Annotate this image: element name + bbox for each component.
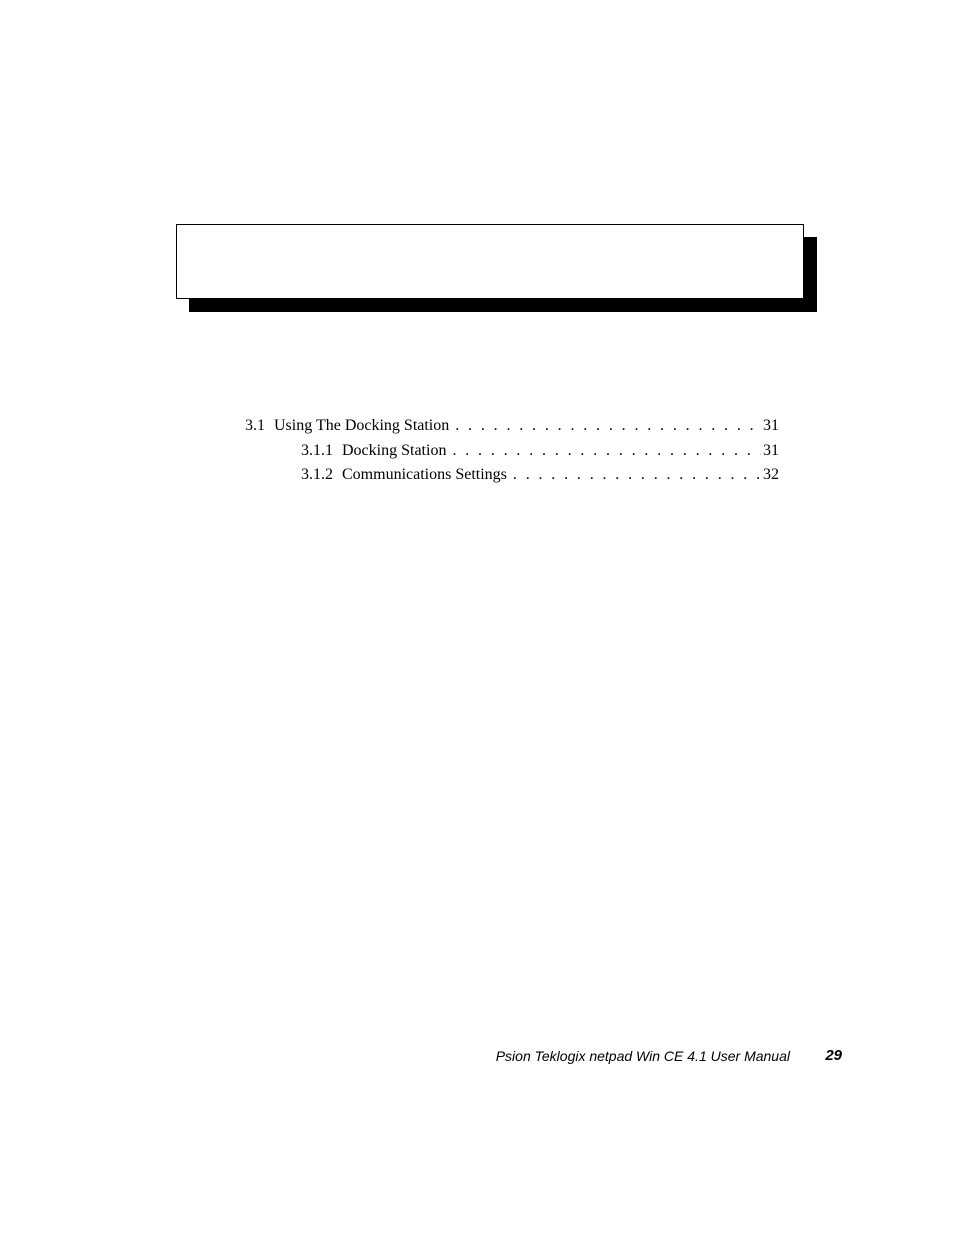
toc-entry-title: Docking Station bbox=[342, 442, 447, 459]
toc-dot-leader bbox=[513, 463, 761, 487]
toc-entry-number: 3.1.2 bbox=[301, 466, 333, 483]
toc-entry-number: 3.1 bbox=[245, 417, 265, 434]
toc-entry-page: 32 bbox=[763, 466, 779, 483]
toc-entry[interactable] bbox=[245, 463, 779, 487]
footer-page-number: 29 bbox=[825, 1047, 842, 1064]
toc-entry[interactable] bbox=[245, 439, 779, 463]
toc-dot-leader bbox=[452, 439, 761, 463]
toc-entry-title: Communications Settings bbox=[342, 466, 507, 483]
toc-entry-page: 31 bbox=[763, 442, 779, 459]
toc-entry[interactable] bbox=[245, 414, 779, 439]
page-footer bbox=[495, 1046, 842, 1068]
chapter-title-box bbox=[176, 224, 804, 299]
toc-dot-leader bbox=[455, 414, 761, 438]
footer-manual-title: Psion Teklogix netpad Win CE 4.1 User Manual bbox=[495, 1048, 790, 1064]
table-of-contents bbox=[245, 414, 779, 487]
toc-entry-page: 31 bbox=[763, 417, 779, 434]
toc-entry-number: 3.1.1 bbox=[301, 442, 333, 459]
toc-entry-title: Using The Docking Station bbox=[274, 417, 450, 434]
